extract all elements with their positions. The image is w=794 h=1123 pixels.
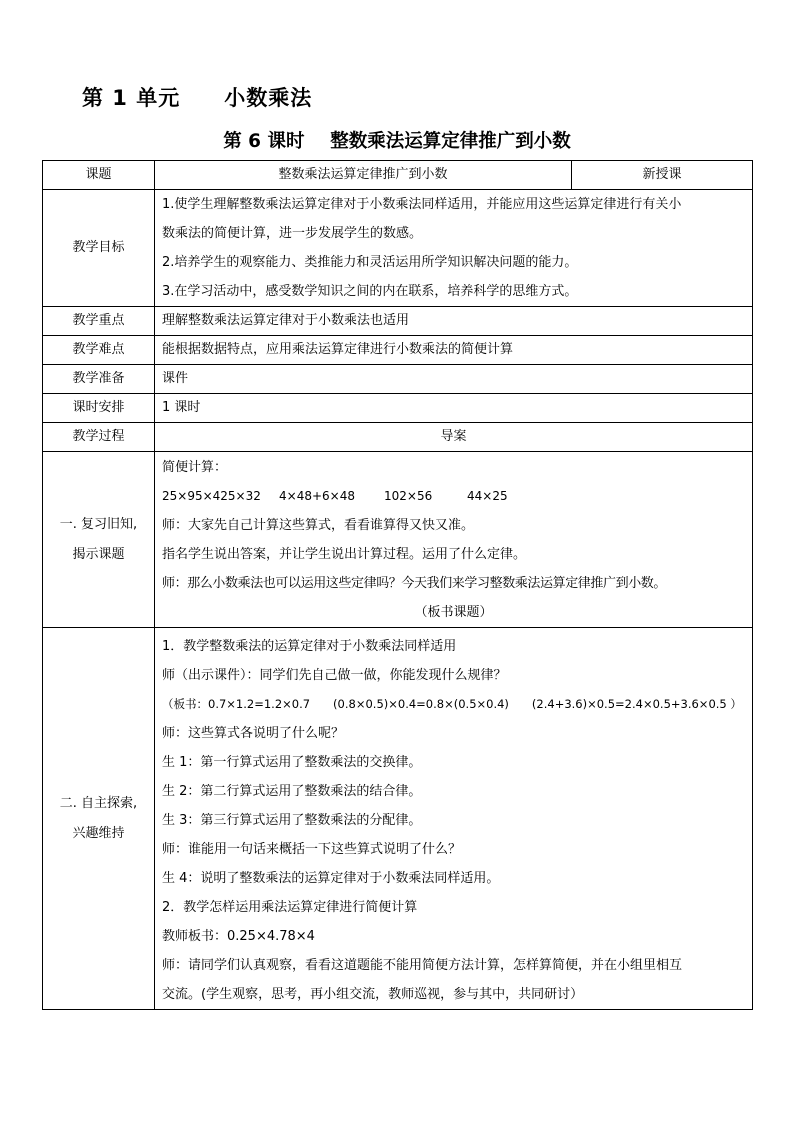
schedule-value: 1 课时	[155, 394, 753, 423]
goal-line: 2.培养学生的观察能力、类推能力和灵活运用所学知识解决问题的能力。	[162, 255, 578, 270]
explore-line: （板书：0.7×1.2=1.2×0.7 (0.8×0.5)×0.4=0.8×(0.5×0.4) (2.4+3.6)×0.5=2.4×0.5+3.6×0.5 ）	[162, 697, 742, 711]
process-value: 导案	[155, 423, 753, 452]
explore-content	[155, 628, 753, 1010]
review-content	[155, 452, 753, 628]
prep-value: 课件	[155, 365, 753, 394]
prep-label: 教学准备	[43, 365, 155, 394]
exercise: 4×48+6×48	[279, 488, 355, 503]
schedule-label: 课时安排	[43, 394, 155, 423]
explore-line: 生 2：第二行算式运用了整数乘法的结合律。	[162, 784, 422, 799]
goal-line: 1.使学生理解整数乘法运算定律对于小数乘法同样适用，并能应用这些运算定律进行有关小	[162, 197, 682, 212]
row-topic	[43, 161, 753, 190]
review-note: （板书课题）	[414, 604, 493, 620]
goal-line: 数乘法的简便计算，进一步发展学生的数感。	[162, 226, 423, 241]
focus-label: 教学重点	[43, 307, 155, 336]
row-schedule	[43, 394, 753, 423]
unit-name: 小数乘法	[224, 86, 313, 110]
explore-line: 师：谁能用一句话来概括一下这些算式说明了什么？	[162, 842, 462, 857]
exercise: 102×56	[384, 488, 433, 503]
process-label: 教学过程	[43, 423, 155, 452]
row-review	[43, 452, 753, 628]
exercise: 25×95×425×32	[162, 488, 261, 503]
explore-label-line: 二. 自主探索,	[59, 795, 138, 811]
row-process	[43, 423, 753, 452]
explore-line: 师：这些算式各说明了什么呢？	[162, 726, 345, 741]
row-goals	[43, 190, 753, 307]
goals-label: 教学目标	[43, 190, 155, 307]
row-prep	[43, 365, 753, 394]
lesson-title	[0, 127, 794, 153]
explore-line: 2．教学怎样运用乘法运算定律进行简便计算	[162, 900, 418, 915]
explore-line: 生 1：第一行算式运用了整数乘法的交换律。	[162, 755, 422, 770]
goals-content	[155, 190, 753, 307]
unit-title	[82, 82, 312, 112]
explore-line: 师（出示课件）：同学们先自己做一做，你能发现什么规律？	[162, 668, 507, 683]
lesson-number: 第 6 课时	[223, 131, 305, 152]
unit-number: 第 1 单元	[82, 86, 181, 110]
goal-line: 3.在学习活动中，感受数学知识之间的内在联系，培养科学的思维方式。	[162, 284, 578, 299]
lesson-type: 新授课	[572, 161, 753, 190]
review-exercises	[162, 482, 745, 511]
explore-line: 交流。(学生观察，思考，再小组交流，教师巡视，参与其中，共同研讨）	[162, 987, 584, 1002]
lesson-name: 整数乘法运算定律推广到小数	[330, 131, 571, 152]
review-label	[43, 452, 155, 628]
review-line: 师：大家先自己计算这些算式，看看谁算得又快又准。	[162, 517, 475, 533]
explore-line: 生 3：第三行算式运用了整数乘法的分配律。	[162, 813, 422, 828]
review-line: 师：那么小数乘法也可以运用这些定律吗？今天我们来学习整数乘法运算定律推广到小数。	[162, 575, 667, 591]
explore-line: 生 4：说明了整数乘法的运算定律对于小数乘法同样适用。	[162, 871, 500, 886]
lesson-plan-table	[42, 160, 753, 1010]
topic-value: 整数乘法运算定律推广到小数	[155, 161, 572, 190]
row-focus	[43, 307, 753, 336]
row-difficulty	[43, 336, 753, 365]
row-explore	[43, 628, 753, 1010]
explore-label	[43, 628, 155, 1010]
difficulty-value: 能根据数据特点，应用乘法运算定律进行小数乘法的简便计算	[155, 336, 753, 365]
explore-line: 1．教学整数乘法的运算定律对于小数乘法同样适用	[162, 639, 457, 654]
review-label-line: 一. 复习旧知,	[59, 516, 138, 532]
explore-line: 教师板书：0.25×4.78×4	[162, 929, 315, 944]
exercise: 44×25	[467, 488, 508, 503]
focus-value: 理解整数乘法运算定律对于小数乘法也适用	[155, 307, 753, 336]
topic-label: 课题	[43, 161, 155, 190]
explore-label-line: 兴趣维持	[72, 825, 125, 841]
review-title: 简便计算：	[162, 459, 228, 475]
review-label-line: 揭示课题	[72, 546, 125, 562]
review-line: 指名学生说出答案，并让学生说出计算过程。运用了什么定律。	[162, 546, 527, 562]
explore-line: 师：请同学们认真观察，看看这道题能不能用简便方法计算，怎样算简便，并在小组里相互	[162, 958, 683, 973]
difficulty-label: 教学难点	[43, 336, 155, 365]
